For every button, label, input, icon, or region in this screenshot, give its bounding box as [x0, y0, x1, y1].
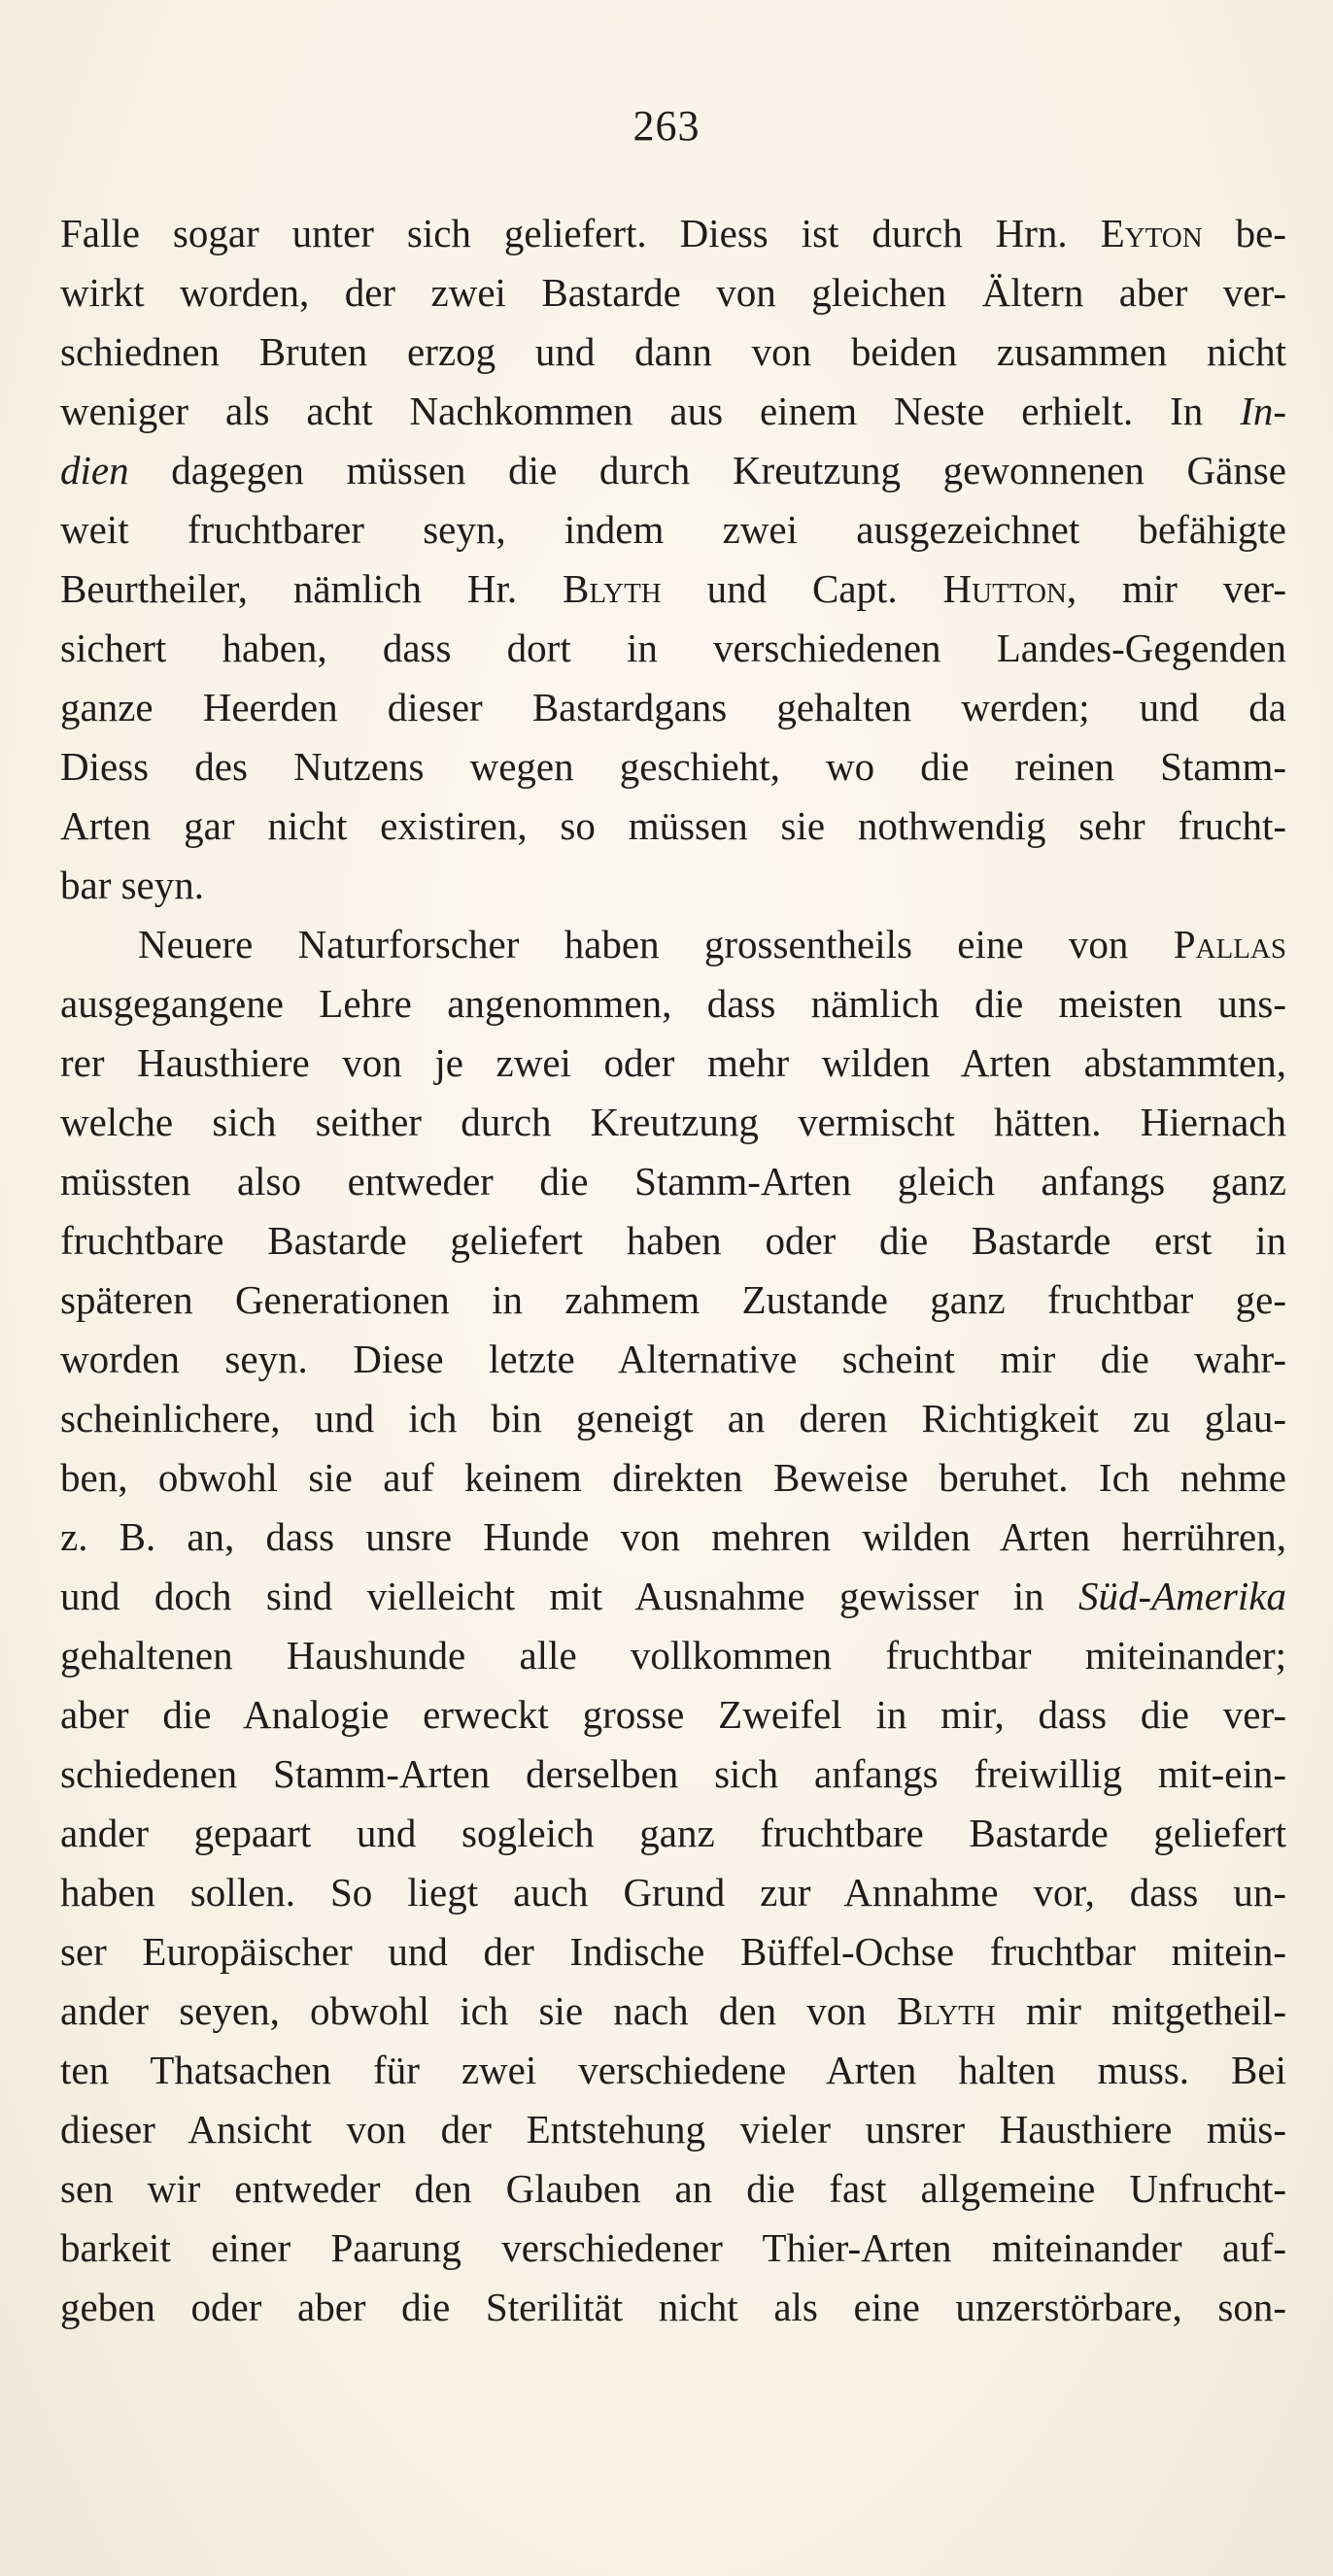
text-line — [60, 500, 1286, 559]
body-text — [60, 204, 1286, 2337]
text-run: dieser Ansicht von der Entstehung vieler unsrer Hausthiere müs- — [60, 2107, 1286, 2152]
text-run: schiednen Bruten erzog und dann von beiden zusammen nicht — [60, 329, 1286, 374]
text-line — [60, 974, 1286, 1034]
text-line — [60, 915, 1286, 974]
text-line — [60, 737, 1286, 797]
name-small-caps: Hutton — [942, 566, 1067, 611]
text-run: späteren Generationen in zahmem Zustande ganz fruchtbar ge- — [60, 1277, 1286, 1322]
text-line — [60, 559, 1286, 619]
text-line — [60, 2100, 1286, 2159]
text-line — [60, 1152, 1286, 1211]
text-run: Beurtheiler, nämlich Hr. — [60, 566, 563, 611]
text-line — [60, 1271, 1286, 1330]
text-run: Arten gar nicht existiren, so müssen sie nothwendig sehr frucht- — [60, 803, 1286, 848]
text-run: worden seyn. Diese letzte Alternative scheint mir die wahr- — [60, 1337, 1286, 1381]
text-run: weit fruchtbarer seyn, indem zwei ausgezeichnet befähigte — [60, 507, 1286, 552]
text-run: ander gepaart und sogleich ganz fruchtbare Bastarde geliefert — [60, 1811, 1286, 1855]
text-line — [60, 2159, 1286, 2219]
text-run: aber die Analogie erweckt grosse Zweifel in mir, dass die ver- — [60, 1692, 1286, 1737]
text-line — [60, 1922, 1286, 1982]
text-run: welche sich seither durch Kreutzung vermischt hätten. Hiernach — [60, 1100, 1286, 1144]
text-run: Falle sogar unter sich geliefert. Diess ist durch Hrn. — [60, 211, 1101, 255]
text-run: und doch sind vielleicht mit Ausnahme gewisser in — [60, 1574, 1078, 1618]
italic-term: Süd-Amerika — [1077, 1574, 1286, 1618]
text-run: , mir ver- — [1066, 566, 1287, 611]
text-run: be- — [1202, 211, 1286, 255]
text-line — [60, 441, 1286, 500]
text-run: Diess des Nutzens wegen geschieht, wo die reinen Stamm- — [60, 744, 1286, 789]
text-run: müssten also entweder die Stamm-Arten gleich anfangs ganz — [60, 1159, 1286, 1203]
text-line — [60, 619, 1286, 678]
text-line — [60, 1389, 1286, 1448]
text-line — [60, 1093, 1286, 1152]
text-line — [60, 1626, 1286, 1685]
text-line — [60, 1567, 1286, 1626]
text-run: scheinlichere, und ich bin geneigt an deren Richtigkeit zu glau- — [60, 1396, 1286, 1441]
text-line — [60, 1330, 1286, 1389]
text-run: gehaltenen Haushunde alle vollkommen fruchtbar miteinander; — [60, 1633, 1286, 1678]
page-number: 263 — [632, 102, 701, 150]
text-line — [60, 1982, 1286, 2041]
text-line — [60, 1863, 1286, 1922]
text-line — [60, 1508, 1286, 1567]
text-run: fruchtbare Bastarde geliefert haben oder die Bastarde erst in — [60, 1218, 1286, 1263]
text-run: Neuere Naturforscher haben grossentheils eine von — [138, 922, 1174, 966]
text-run: dagegen müssen die durch Kreutzung gewonnenen Gänse — [128, 448, 1286, 492]
text-line — [60, 2041, 1286, 2100]
text-line — [60, 1448, 1286, 1508]
text-line — [60, 797, 1286, 856]
text-run: ausgegangene Lehre angenommen, dass nämlich die meisten uns- — [60, 981, 1286, 1026]
text-run: ben, obwohl sie auf keinem direkten Beweise beruhet. Ich nehme — [60, 1455, 1286, 1500]
text-line — [60, 322, 1286, 382]
text-run: und Capt. — [661, 566, 943, 611]
text-line — [60, 1211, 1286, 1271]
text-line — [60, 1804, 1286, 1863]
text-run: ander seyen, obwohl ich sie nach den von — [60, 1988, 897, 2033]
italic-term: In- — [1240, 389, 1286, 433]
text-run: sichert haben, dass dort in verschiedenen Landes-Gegenden — [60, 626, 1286, 670]
text-run: mir mitgetheil- — [995, 1988, 1286, 2033]
text-run: barkeit einer Paarung verschiedener Thier-Arten miteinander auf- — [60, 2225, 1286, 2270]
text-line — [60, 2278, 1286, 2337]
text-run: sen wir entweder den Glauben an die fast allgemeine Unfrucht- — [60, 2166, 1286, 2211]
text-run: geben oder aber die Sterilität nicht als eine unzerstörbare, son- — [60, 2285, 1286, 2329]
text-line — [60, 856, 1286, 915]
text-run: wirkt worden, der zwei Bastarde von gleichen Ältern aber ver- — [60, 270, 1286, 315]
italic-term: dien — [60, 448, 129, 492]
text-run: ten Thatsachen für zwei verschiedene Arten halten muss. Bei — [60, 2048, 1286, 2092]
text-run: weniger als acht Nachkommen aus einem Neste erhielt. In — [60, 389, 1241, 433]
text-line — [60, 263, 1286, 322]
text-run: rer Hausthiere von je zwei oder mehr wilden Arten abstammten, — [60, 1040, 1286, 1085]
text-run: z. B. an, dass unsre Hunde von mehren wilden Arten herrühren, — [60, 1514, 1286, 1559]
text-line — [60, 1034, 1286, 1093]
text-run: bar seyn. — [60, 863, 205, 907]
text-line — [60, 382, 1286, 441]
text-line — [60, 1685, 1286, 1745]
text-run: ganze Heerden dieser Bastardgans gehalten werden; und da — [60, 685, 1286, 729]
text-run: haben sollen. So liegt auch Grund zur Annahme vor, dass un- — [60, 1870, 1286, 1915]
text-run: ser Europäischer und der Indische Büffel-Ochse fruchtbar mitein- — [60, 1929, 1286, 1974]
name-small-caps: Blyth — [562, 566, 662, 611]
name-small-caps: Blyth — [896, 1988, 996, 2033]
text-line — [60, 2219, 1286, 2278]
name-small-caps: Eyton — [1100, 211, 1203, 255]
text-line — [60, 204, 1286, 263]
text-run: schiedenen Stamm-Arten derselben sich anfangs freiwillig mit-ein- — [60, 1751, 1286, 1796]
text-line — [60, 678, 1286, 737]
text-line — [60, 1745, 1286, 1804]
name-small-caps: Pallas — [1173, 922, 1286, 966]
